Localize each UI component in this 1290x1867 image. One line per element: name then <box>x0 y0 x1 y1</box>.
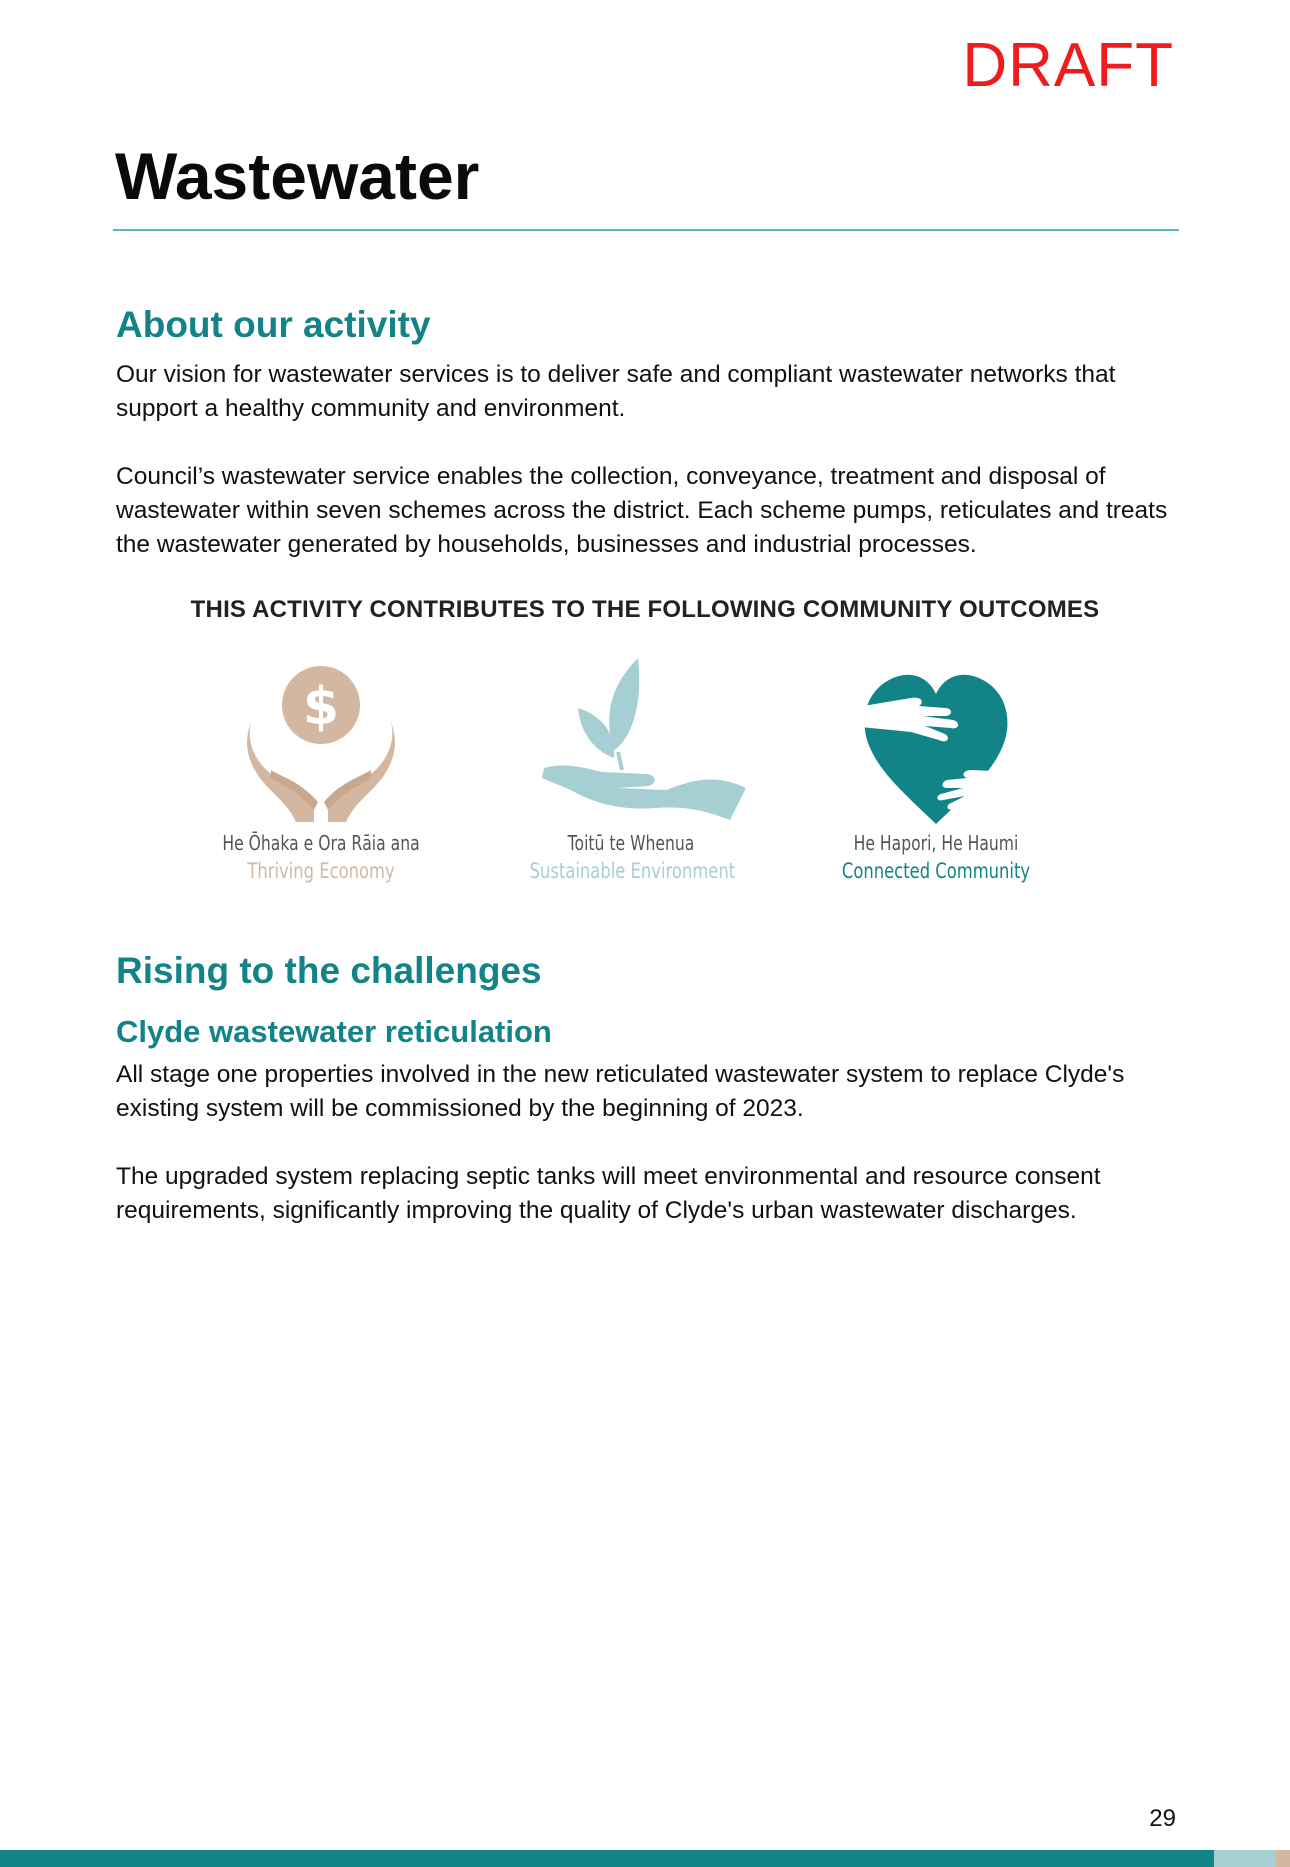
outcome-thriving-economy <box>191 650 451 883</box>
outcome-maori-label: He Ōhaka e Ora Rāia ana <box>222 831 420 855</box>
outcome-english-label: Thriving Economy <box>247 859 395 883</box>
challenges-paragraph-1: All stage one properties involved in the new reticulated wastewater system to replace Clyde's existing system will be commissioned by the beginning of 2023. <box>116 1061 1125 1122</box>
outcome-maori-label: He Hapori, He Haumi <box>853 831 1019 855</box>
about-paragraph-1: Our vision for wastewater services is to deliver safe and compliant wastewater networks that support a healthy community and environment. <box>116 361 1116 422</box>
draft-watermark: DRAFT <box>962 31 1174 100</box>
heart-hands-icon <box>841 650 1031 825</box>
outcome-english-label: Connected Community <box>841 859 1031 883</box>
outcome-maori-label: Toitū te Whenua <box>567 831 695 855</box>
about-paragraph-2: Council’s wastewater service enables the collection, conveyance, treatment and disposal of wastewater within seven schemes across the district. Each scheme pumps, reticulates and treats the wastewater generated by households, businesses and industrial processes. <box>116 463 1168 558</box>
outcome-sustainable-environment <box>501 650 761 883</box>
svg-text:$: $ <box>302 677 340 737</box>
page-title: Wastewater <box>115 139 480 213</box>
challenges-subheading: Clyde wastewater reticulation <box>116 1014 552 1049</box>
footer-bar <box>0 1850 1214 1867</box>
outcomes-heading: THIS ACTIVITY CONTRIBUTES TO THE FOLLOWING COMMUNITY OUTCOMES <box>190 596 1100 623</box>
hand-leaves-icon <box>516 650 746 825</box>
about-heading: About our activity <box>116 304 431 345</box>
outcome-english-label: Sustainable Environment <box>529 859 736 883</box>
hands-dollar-icon <box>226 650 416 825</box>
footer-bar-accent-tan <box>1276 1850 1290 1867</box>
challenges-paragraph-2: The upgraded system replacing septic tanks will meet environmental and resource consent requirements, significantly improving the quality of Clyde's urban wastewater discharges. <box>116 1163 1101 1224</box>
page-number: 29 <box>1149 1805 1176 1832</box>
footer-bar-accent <box>1214 1850 1276 1867</box>
challenges-heading: Rising to the challenges <box>116 950 542 991</box>
title-divider <box>113 229 1179 231</box>
outcome-connected-community <box>806 650 1066 883</box>
